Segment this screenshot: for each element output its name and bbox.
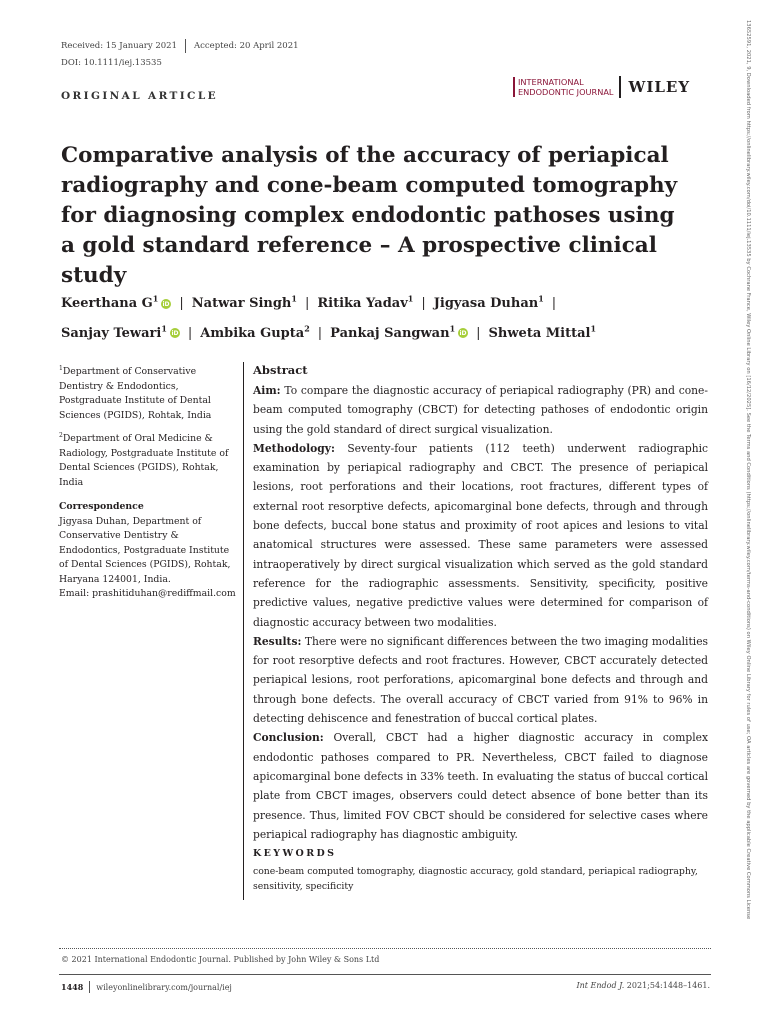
abstract-results <box>253 632 708 728</box>
abstract-heading: Abstract <box>253 363 308 377</box>
abstract-section-text: Seventy-four patients (112 teeth) underwent radiographic examination by periapical radiography and CBCT. The presence of periapical lesions, root perforations and their locations, root fractures, different types of external root resorptive defects, apicomarginal bone defects, through and through bone defects, buccal bone status and proximity of root apices and lesions to vital anatomical structures were assessed. These same parameters were assessed intraoperatively by direct surgical visualization which served as the gold standard reference for the radiographic assessments. Sensitivity, specificity, positive predictive values, negative predictive values were determined for comparison of diagnostic accuracy between two modalities. <box>253 441 708 629</box>
correspondence-heading: Correspondence <box>59 501 144 513</box>
abstract-section-text: To compare the diagnostic accuracy of periapical radiography (PR) and cone-beam computed tomography (CBCT) for detecting pathoses of endodontic origin using the gold standard of direct surgical visualization. <box>253 384 708 436</box>
author-name: Ambika Gupta <box>200 325 305 341</box>
keywords-heading: KEYWORDS <box>253 848 337 859</box>
svg-text:iD: iD <box>162 301 170 309</box>
author-keerthana[interactable] <box>61 296 171 311</box>
citation <box>576 981 710 990</box>
abstract-methodology <box>253 439 708 632</box>
journal-name-line1: INTERNATIONAL <box>518 77 584 87</box>
affiliation-2 <box>59 429 237 490</box>
svg-text:iD: iD <box>459 330 467 338</box>
download-sidebar-note: 13652591, 2021, 9, Downloaded from https://onlinelibrary.wiley.com/doi/10.1111/iej.13535 by Cochrane France, Wiley Online Library on [16/12/2025]. See the Terms and Conditions (https://onlinelibrary.wiley.com/terms-and-conditions) on Wiley Online Library for rules of use; OA articles are governed by the applicable Creative Commons License <box>745 20 751 920</box>
copyright-notice: © 2021 International Endodontic Journal. Published by John Wiley & Sons Ltd <box>61 955 380 964</box>
author-separator: | <box>179 296 184 312</box>
orcid-icon[interactable] <box>170 328 180 338</box>
author-affiliation-mark: 1 <box>291 294 297 304</box>
article-title: Comparative analysis of the accuracy of periapical radiography and cone-beam computed tomography for diagnosing complex endodontic pathoses using a gold standard reference – A prospective clinical study <box>61 143 678 288</box>
footer-rule <box>59 974 711 975</box>
orcid-icon[interactable] <box>161 299 171 309</box>
logo-divider <box>619 76 621 98</box>
author-name: Pankaj Sangwan <box>330 325 450 341</box>
publisher-logo: WILEY <box>628 78 691 96</box>
affiliation-text: Department of Oral Medicine & Radiology, Postgraduate Institute of Dental Sciences (PGIDS), Rohtak, India <box>59 433 229 488</box>
citation-journal: Int Endod J. <box>576 981 625 990</box>
affiliation-1 <box>59 362 237 423</box>
abstract <box>253 362 708 844</box>
footer-left <box>61 981 232 993</box>
correspondence-text: Jigyasa Duhan, Department of Conservative Dentistry & Endodontics, Postgraduate Institute of Dental Sciences (PGIDS), Rohtak, Haryana 124001, India. <box>59 515 231 585</box>
journal-logo <box>513 76 690 98</box>
dates-divider <box>185 39 186 53</box>
doi-link[interactable]: DOI: 10.1111/iej.13535 <box>61 58 162 68</box>
author-affiliation-mark: 1 <box>449 323 456 334</box>
abstract-section-label: Methodology: <box>253 441 335 455</box>
author-name: Sanjay Tewari <box>61 325 162 341</box>
author-affiliation-mark: 1 <box>407 294 414 304</box>
author-shweta[interactable] <box>488 323 597 341</box>
author-ambika[interactable] <box>200 323 310 341</box>
keywords-list: cone-beam computed tomography, diagnostic accuracy, gold standard, periapical radiography, sensitivity, specificity <box>253 866 698 892</box>
author-ritika[interactable] <box>317 296 413 311</box>
affiliation-mark: 2 <box>59 432 63 440</box>
journal-name-line2: ENDODONTIC JOURNAL <box>518 87 614 97</box>
column-divider <box>243 362 244 900</box>
author-separator: | <box>187 325 193 341</box>
correspondence-email[interactable]: Email: prashitiduhan@rediffmail.com <box>59 588 236 600</box>
abstract-conclusion <box>253 728 708 844</box>
author-separator: | <box>304 296 310 312</box>
abstract-section-label: Aim: <box>253 384 281 397</box>
svg-text:iD: iD <box>171 330 179 338</box>
author-affiliation-mark: 1 <box>590 323 597 334</box>
author-name: Keerthana G <box>61 296 153 312</box>
author-separator: | <box>551 296 557 312</box>
affiliation-text: Department of Conservative Dentistry & Endodontics, Postgraduate Institute of Dental Sciences (PGIDS), Rohtak, India <box>59 366 212 421</box>
author-list <box>61 287 701 346</box>
page-number: 1448 <box>61 982 84 992</box>
author-jigyasa[interactable] <box>434 296 544 311</box>
author-separator: | <box>476 325 481 341</box>
abstract-aim <box>253 381 708 439</box>
footer-divider <box>89 981 90 993</box>
accepted-date: Accepted: 20 April 2021 <box>194 41 299 51</box>
abstract-section-text: There were no significant differences between the two imaging modalities for root resorptive defects and root fractures. However, CBCT accurately detected periapical lesions, root perforations, apicomarginal bone defects and through and through bone defects. The overall accuracy of CBCT varied from 91% to 96% in detecting dehiscence and fenestration of buccal cortical plates. <box>253 634 708 726</box>
affiliation-mark: 1 <box>59 365 63 372</box>
author-sanjay[interactable] <box>61 323 180 341</box>
author-name: Jigyasa Duhan <box>433 296 539 312</box>
abstract-section-label: Results: <box>253 634 302 648</box>
journal-url[interactable]: wileyonlinelibrary.com/journal/iej <box>96 982 232 992</box>
citation-volume: 2021;54:1448–1461. <box>626 981 710 990</box>
section-label: ORIGINAL ARTICLE <box>61 90 219 102</box>
received-date: Received: 15 January 2021 <box>61 41 177 51</box>
author-separator: | <box>317 325 323 341</box>
author-affiliation-mark: 2 <box>304 323 310 334</box>
orcid-icon[interactable] <box>458 328 468 338</box>
author-pankaj[interactable] <box>330 323 468 341</box>
author-natwar[interactable] <box>192 296 297 311</box>
affiliations-panel <box>59 362 237 602</box>
author-affiliation-mark: 1 <box>538 294 544 304</box>
journal-name <box>513 77 613 97</box>
author-name: Natwar Singh <box>191 296 292 312</box>
author-separator: | <box>421 296 426 312</box>
author-name: Ritika Yadav <box>317 296 408 312</box>
abstract-section-label: Conclusion: <box>253 731 324 745</box>
author-name: Shweta Mittal <box>488 325 591 341</box>
author-affiliation-mark: 1 <box>161 323 167 334</box>
abstract-section-text: Overall, CBCT had a higher diagnostic accuracy in complex endodontic pathoses compared to PR. Nevertheless, CBCT failed to diagnose apicomarginal bone defects in 33% teeth. In evaluating the status of buccal cortical plate from CBCT images, observers could detect absence of bone better than its presence. Thus, limited FOV CBCT should be considered for selective cases where periapical radiography has diagnostic ambiguity. <box>253 731 708 841</box>
author-affiliation-mark: 1 <box>152 294 159 304</box>
article-dates <box>61 39 299 53</box>
footer-dotted-rule <box>59 948 711 949</box>
